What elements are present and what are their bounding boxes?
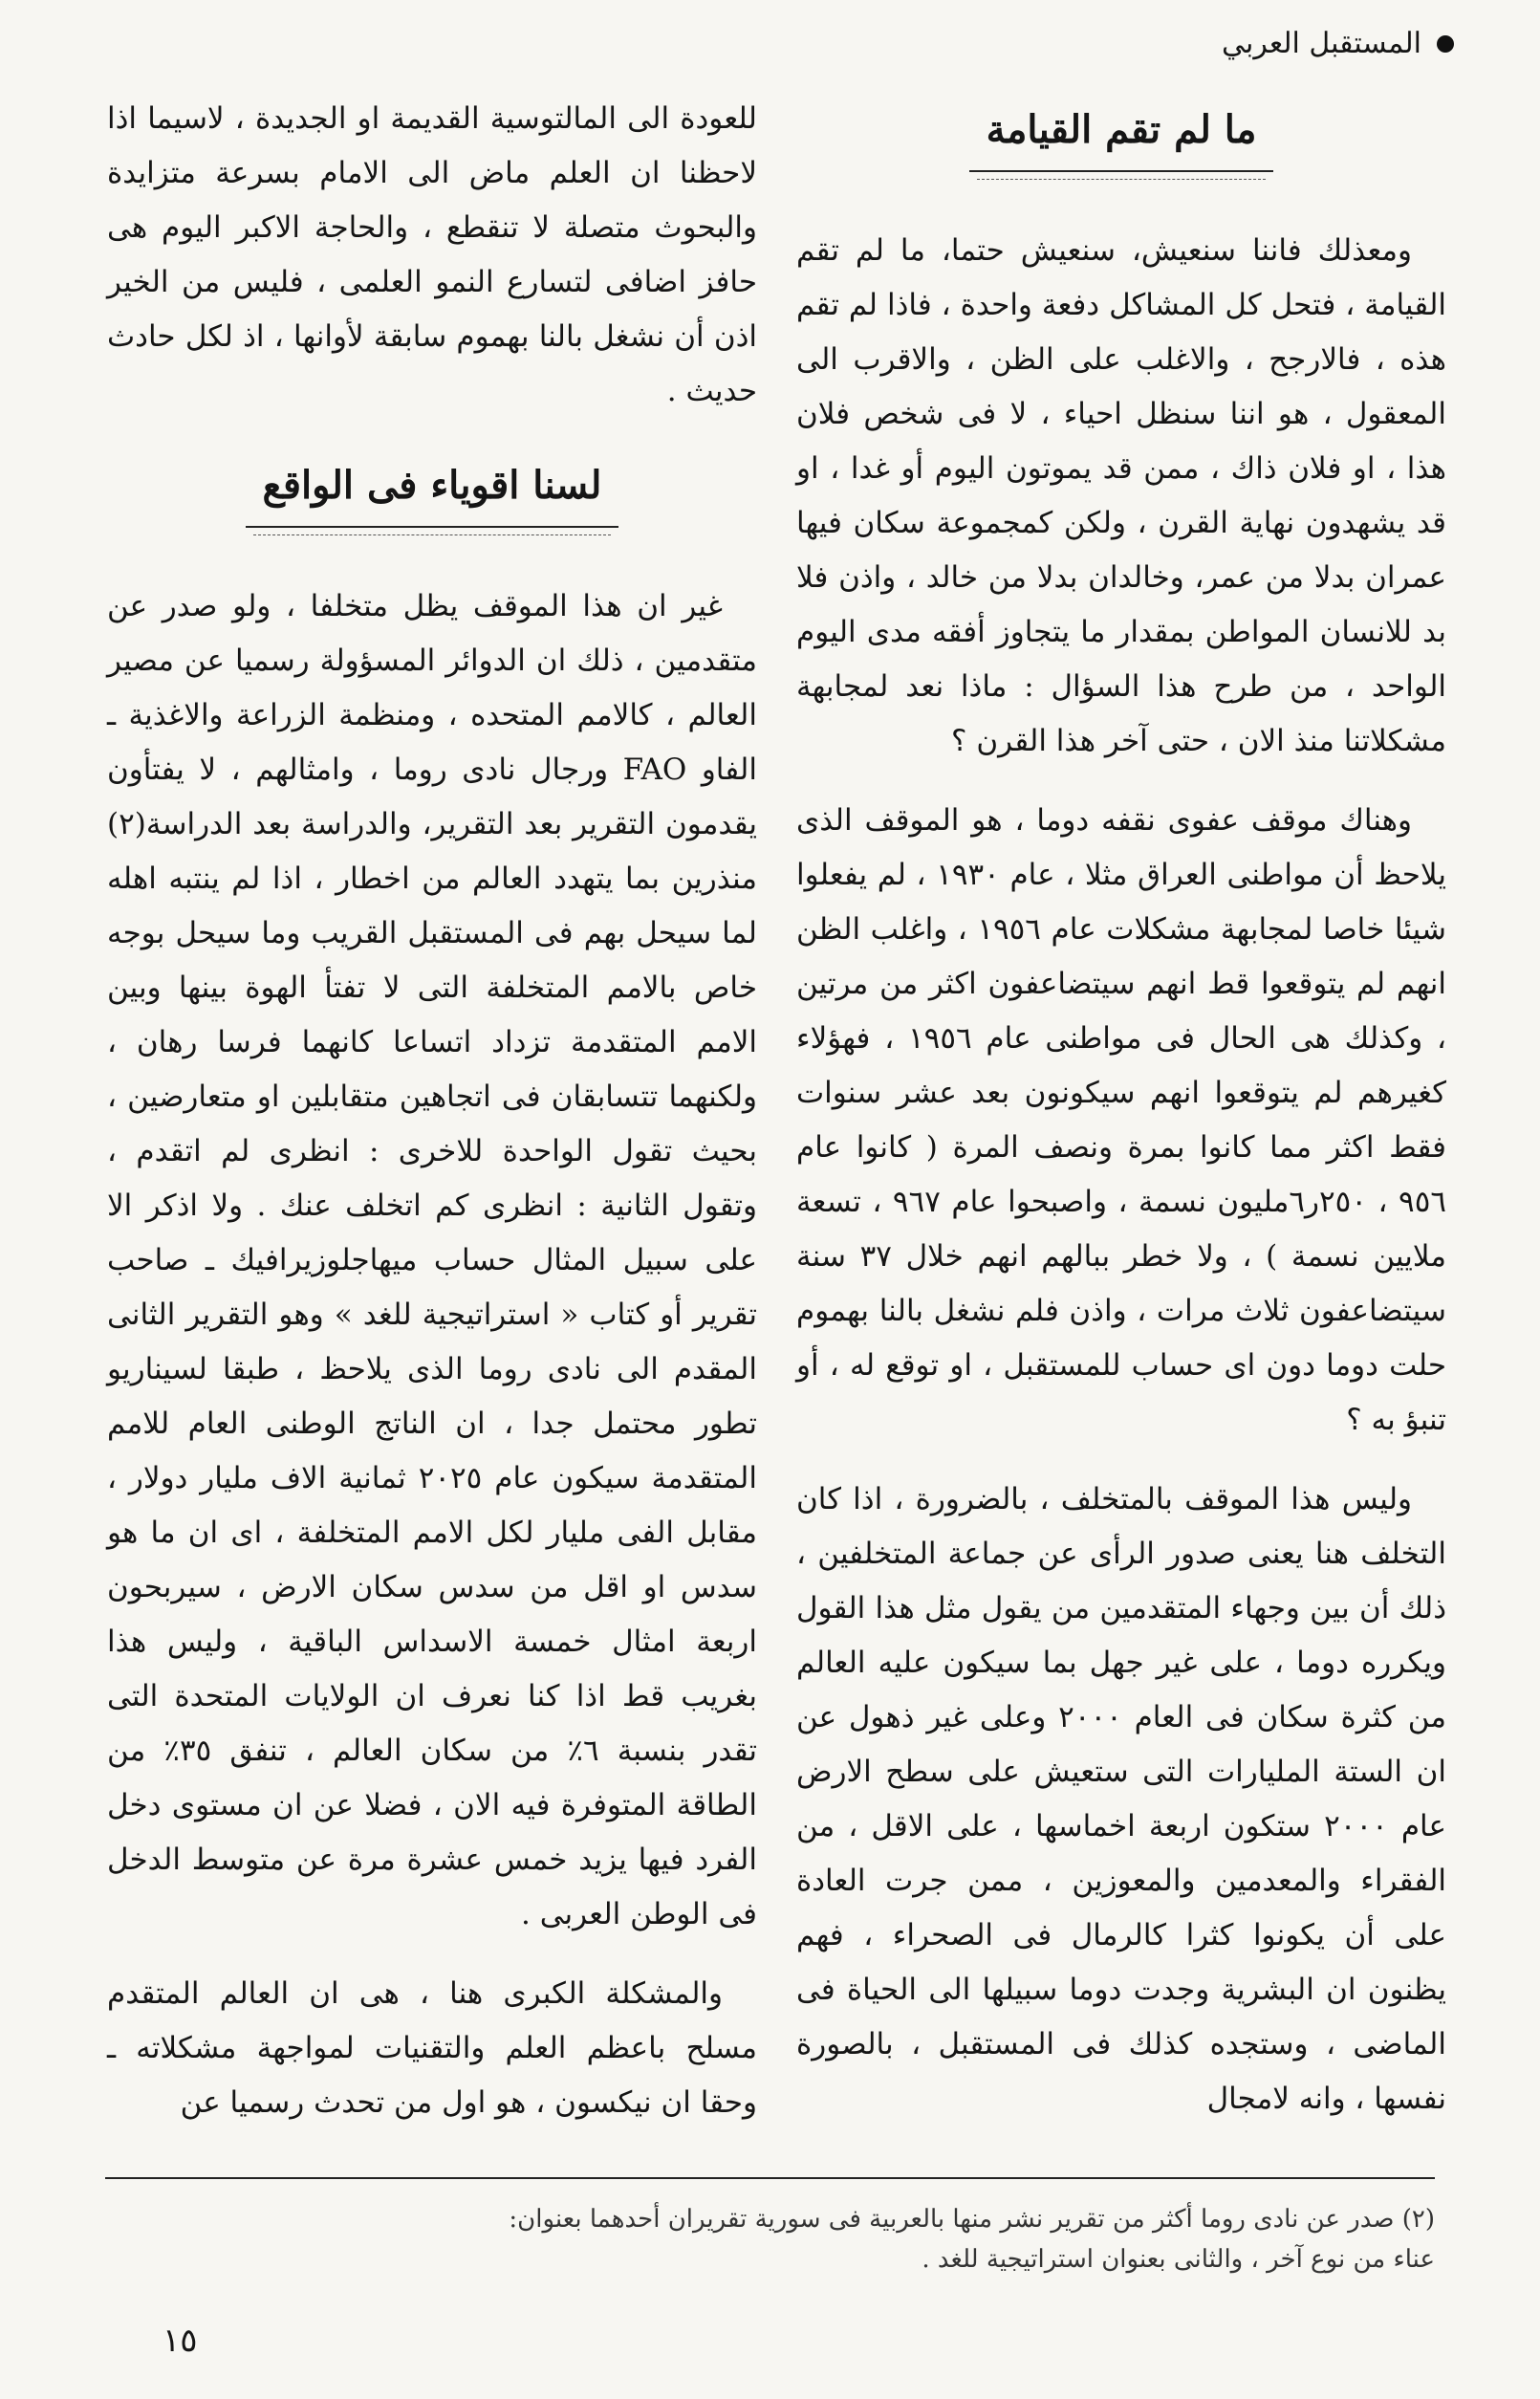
paragraph: وليس هذا الموقف بالمتخلف ، بالضرورة ، اذا كان التخلف هنا يعنى صدور الرأى عن جماعة المتخلفين ، ذلك أن بين وجهاء المتقدمين من يقول مثل هذا القول ويكرره دوما ، على غير جهل بما سيكون عليه العالم من كثرة سكان فى العام ٢٠٠٠ وعلى غير ذهول عن ان الستة المليارات التى ستعيش على سطح الارض عام ٢٠٠٠ ستكون اربعة اخماسها ، على الاقل ، من الفقراء والمعدمين والمعوزين ، ممن جرت العادة على أن يكونوا كثرا كالرمال فى الصحراء ، فهم يظنون ان البشرية وجدت دوما سبيلها الى الحياة فى الماضى ، وستجده كذلك فى المستقبل ، بالصورة نفسها ، وانه لامجال [796, 1482, 1446, 2116]
paragraph-continuation: للعودة الى المالتوسية القديمة او الجديدة ، لاسيما اذا لاحظنا ان العلم ماض الى الامام بسرعة متزايدة والبحوث متصلة لا تنقطع ، والحاجة الاكبر اليوم هى حافز اضافى لتسارع النمو العلمى ، فليس من الخير اذن أن نشغل بالنا بهموم سابقة لأوانها ، اذ لكل حادث حديث . [107, 101, 757, 408]
paragraph: وهناك موقف عفوى نقفه دوما ، هو الموقف الذى يلاحظ أن مواطنى العراق مثلا ، عام ١٩٣٠ ، لم يفعلوا شيئا خاصا لمجابهة مشكلات عام ١٩٥٦ ، واغلب الظن انهم لم يتوقعوا قط انهم سيتضاعفون اكثر من مرتين ، وكذلك هى الحال فى مواطنى عام ١٩٥٦ ، فهؤلاء كغيرهم لم يتوقعوا انهم سيكونون بعد عشر سنوات فقط اكثر مما كانوا بمرة ونصف المرة ( كانوا عام ٩٥٦ ، ٢٥٠ر٦مليون نسمة ، واصبحوا عام ٩٦٧ ، تسعة ملايين نسمة ) ، ولا خطر ببالهم انهم خلال ٣٧ سنة سيتضاعفون ثلاث مرات ، واذن فلم نشغل بالنا بهموم حلت دوما دون اى حساب للمستقبل ، او توقع له ، أو تنبؤ به ؟ [796, 803, 1447, 1437]
journal-title: المستقبل العربي [1222, 27, 1421, 60]
paragraph: ومعذلك فاننا سنعيش، سنعيش حتما، ما لم تقم القيامة ، فتحل كل المشاكل دفعة واحدة ، فاذا لم تقم هذه ، فالارجح ، والاغلب على الظن ، والاقرب الى المعقول ، هو اننا سنظل احياء ، لا فى شخص فلان هذا ، او فلان ذاك ، ممن قد يموتون اليوم أو غدا ، او قد يشهدون نهاية القرن ، ولكن كمجموعة سكان فيها عمران بدلا من عمر، وخالدان بدلا من خالد ، واذن فلا بد للانسان المواطن بمقدار ما يتجاوز أفقه مدى اليوم الواحد ، من طرح هذا السؤال : ماذا نعد لمجابهة مشكلاتنا منذ الان ، حتى آخر هذا القرن ؟ [796, 233, 1446, 758]
bullet-icon [1437, 35, 1454, 53]
footnote-line: عناء من نوع آخر ، والثانى بعنوان استراتيجية للغد . [922, 2245, 1435, 2274]
paragraph: غير ان هذا الموقف يظل متخلفا ، ولو صدر عن متقدمين ، ذلك ان الدوائر المسؤولة رسميا عن مصير العالم ، كالامم المتحده ، ومنظمة الزراعة والاغذية ـ الفاو FAO ورجال نادى روما ، وامثالهم ، لا يفتأون يقدمون التقرير بعد التقرير، والدراسة بعد الدراسة(٢) منذرين بما يتهدد العالم من اخطار ، اذا لم ينتبه اهله لما سيحل بهم فى المستقبل القريب وما سيحل بوجه خاص بالامم المتخلفة التى لا تفتأ الهوة بينها وبين الامم المتقدمة تزداد اتساعا كانهما فرسا رهان ، ولكنهما تتسابقان فى اتجاهين متقابلين او متعارضين ، بحيث تقول الواحدة للاخرى : انظرى لم اتقدم ، وتقول الثانية : انظرى كم اتخلف عنك . ولا اذكر الا على سبيل المثال حساب ميهاجلوزيرافيك ـ صاحب تقرير أو كتاب « استراتيجية للغد » وهو التقرير الثانى المقدم الى نادى روما الذى يلاحظ ، طبقا لسيناريو تطور محتمل جدا ، ان الناتج الوطنى العام للامم المتقدمة سيكون عام ٢٠٢٥ ثمانية الاف مليار دولار ، مقابل الفى مليار لكل الامم المتخلفة ، اى ان ما هو سدس او اقل من سدس سكان الارض ، سيربحون اربعة امثال خمسة الاسداس الباقية ، وليس هذا بغريب قط اذا كنا نعرف ان الولايات المتحدة التى تقدر بنسبة ٦٪ من سكان العالم ، تنفق ٣٥٪ من الطاقة المتوفرة فيه الان ، فضلا عن ان مستوى دخل الفرد فيها يزيد خمس عشرة مرة عن متوسط الدخل فى الوطن العربى . [107, 589, 758, 1931]
section-heading-1: ما لم تقم القيامة [796, 101, 1446, 172]
footnote-line: (٢) صدر عن نادى روما أكثر من تقرير نشر منها بالعربية فى سورية تقريران أحدهما بعنوان: [509, 2205, 1435, 2234]
running-header [1222, 27, 1454, 60]
page-number: ١٥ [163, 2322, 198, 2360]
paragraph: والمشكلة الكبرى هنا ، هى ان العالم المتقدم مسلح باعظم العلم والتقنيات لمواجهة مشكلاته ـ وحقا ان نيكسون ، هو اول من تحدث رسميا عن [107, 1976, 757, 2120]
right-column [796, 92, 1446, 2151]
section-heading-2: لسنا اقوياء فى الواقع [107, 457, 757, 528]
footnote [105, 2199, 1435, 2279]
left-column [107, 92, 757, 2155]
footnote-divider [105, 2177, 1435, 2179]
